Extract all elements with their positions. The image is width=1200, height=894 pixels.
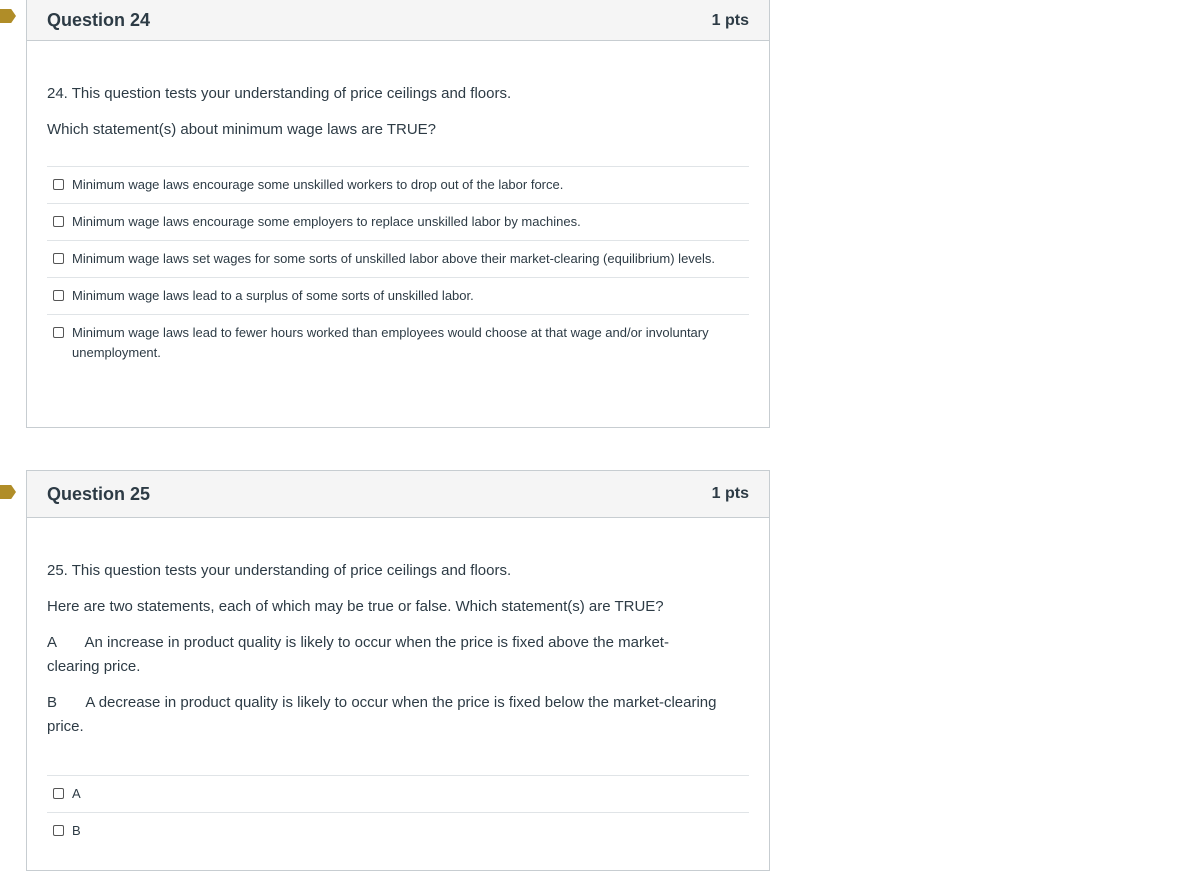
answer-label: A [72, 786, 81, 801]
question-paragraph: Which statement(s) about minimum wage laws are TRUE? [47, 121, 437, 138]
question-header [27, 0, 769, 41]
answer-list [47, 166, 749, 371]
checkbox[interactable] [53, 290, 64, 301]
answer-label: B [72, 823, 81, 838]
answer-option[interactable] [47, 240, 749, 277]
answer-option[interactable] [47, 812, 749, 849]
checkbox[interactable] [53, 788, 64, 799]
question-24 [26, 0, 770, 428]
answer-label: Minimum wage laws set wages for some sorts of unskilled labor above their market-clearing (equilibrium) levels. [72, 251, 716, 266]
statement-a: A An increase in product quality is likely to occur when the price is fixed above the market-clearing price. [47, 634, 669, 675]
checkbox[interactable] [53, 216, 64, 227]
checkbox[interactable] [53, 179, 64, 190]
answer-label: Minimum wage laws encourage some unskilled workers to drop out of the labor force. [72, 177, 564, 192]
question-name: Question 24 [47, 10, 151, 30]
answer-option[interactable] [47, 314, 749, 371]
answer-option[interactable] [47, 775, 749, 812]
checkbox[interactable] [53, 253, 64, 264]
answer-label: Minimum wage laws encourage some employers to replace unskilled labor by machines. [72, 214, 581, 229]
checkbox[interactable] [53, 327, 64, 338]
statement-b: B A decrease in product quality is likely to occur when the price is fixed below the market-clearing price. [47, 694, 721, 735]
question-points: 1 pts [711, 485, 749, 502]
question-points: 1 pts [711, 11, 749, 29]
question-text [27, 82, 769, 371]
question-text [27, 559, 769, 849]
answer-option[interactable] [47, 203, 749, 240]
answer-option[interactable] [47, 277, 749, 314]
question-name: Question 25 [47, 483, 151, 504]
checkbox[interactable] [53, 825, 64, 836]
question-paragraph: Here are two statements, each of which may be true or false. Which statement(s) are TRUE? [47, 598, 664, 615]
flag-icon[interactable] [0, 9, 16, 23]
answer-list [47, 775, 749, 849]
question-25 [26, 470, 770, 871]
flag-icon[interactable] [0, 485, 16, 499]
question-paragraph: 24. This question tests your understanding of price ceilings and floors. [47, 85, 512, 102]
answer-option[interactable] [47, 166, 749, 203]
answer-label: Minimum wage laws lead to fewer hours worked than employees would choose at that wage and/or involuntary unemployment. [72, 325, 709, 360]
question-paragraph: 25. This question tests your understanding of price ceilings and floors. [47, 562, 512, 579]
answer-label: Minimum wage laws lead to a surplus of some sorts of unskilled labor. [72, 288, 474, 303]
question-header [27, 471, 769, 518]
